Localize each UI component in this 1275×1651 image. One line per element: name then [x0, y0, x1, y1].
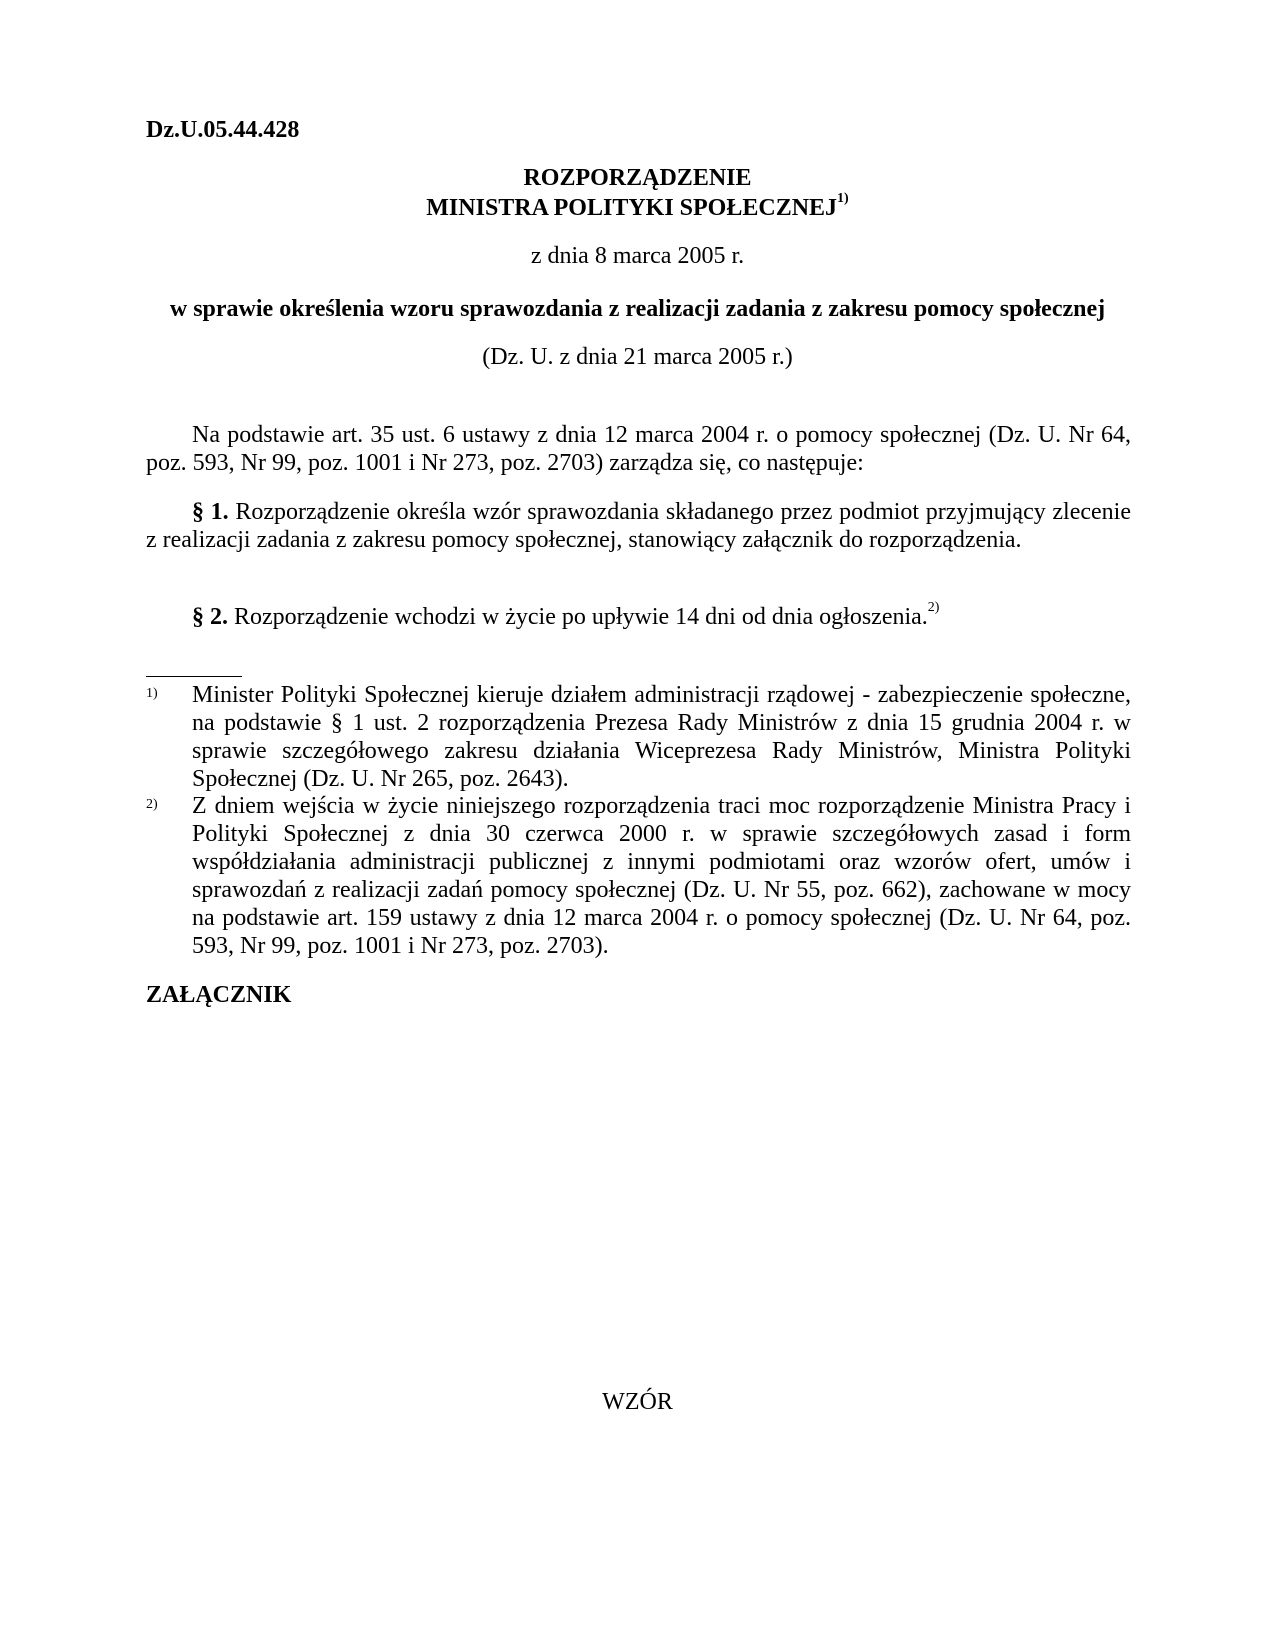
- section-2-text: Rozporządzenie wchodzi w życie po upływie 14 dni od dnia ogłoszenia.: [234, 604, 928, 630]
- attachment-heading: ZAŁĄCZNIK: [146, 982, 292, 1008]
- section-2: [192, 600, 940, 631]
- footnote-1-mark: 1): [146, 686, 158, 701]
- section-1-label: § 1.: [192, 499, 229, 525]
- title-line-2: [0, 191, 1275, 222]
- journal-reference: Dz.U.05.44.428: [146, 117, 300, 143]
- section-2-label: § 2.: [192, 604, 228, 630]
- template-label: WZÓR: [602, 1389, 673, 1415]
- title-line-1: ROZPORZĄDZENIE: [523, 165, 752, 191]
- act-date: z dnia 8 marca 2005 r.: [530, 243, 745, 269]
- footnote-2-mark: 2): [146, 797, 158, 812]
- publication-info: (Dz. U. z dnia 21 marca 2005 r.): [482, 344, 793, 370]
- act-subject: w sprawie określenia wzoru sprawozdania z realizacji zadania z zakresu pomocy społecznej: [169, 296, 1106, 322]
- preamble: Na podstawie art. 35 ust. 6 ustawy z dnia 12 marca 2004 r. o pomocy społecznej (Dz. U. Nr 64, poz. 593, Nr 99, poz. 1001 i Nr 273, poz. 2703) zarządza się, co następuje:: [146, 422, 1131, 476]
- footnote-2-text: Z dniem wejścia w życie niniejszego rozporządzenia traci moc rozporządzenie Ministra Pracy i Polityki Społecznej z dnia 30 czerwca 2000 r. w sprawie szczegółowych zasad i form współdziałania administracji publicznej z innymi podmiotami oraz wzorów ofert, umów i sprawozdań z realizacji zadań pomocy społecznej (Dz. U. Nr 55, poz. 662), zachowane w mocy na podstawie art. 159 ustawy z dnia 12 marca 2004 r. o pomocy społecznej (Dz. U. Nr 64, poz. 593, Nr 99, poz. 1001 i Nr 273, poz. 2703).: [192, 793, 1131, 959]
- title-line-2-text: MINISTRA POLITYKI SPOŁECZNEJ: [426, 195, 838, 221]
- footnote-1-text: Minister Polityki Społecznej kieruje działem administracji rządowej - zabezpieczenie społeczne, na podstawie § 1 ust. 2 rozporządzenia Prezesa Rady Ministrów z dnia 15 grudnia 2004 r. w sprawie szczegółowego zakresu działania Wiceprezesa Rady Ministrów, Ministra Polityki Społecznej (Dz. U. Nr 265, poz. 2643).: [192, 682, 1131, 792]
- title-footnote-mark: 1): [837, 191, 849, 206]
- section-2-footnote-mark: 2): [927, 600, 940, 615]
- section-1-text: Rozporządzenie określa wzór sprawozdania składanego przez podmiot przyjmujący zlecenie z realizacji zadania z zakresu pomocy społecznej, stanowiący załącznik do rozporządzenia.: [146, 499, 1131, 553]
- footnote-separator: [146, 676, 242, 677]
- section-1: [146, 498, 1131, 554]
